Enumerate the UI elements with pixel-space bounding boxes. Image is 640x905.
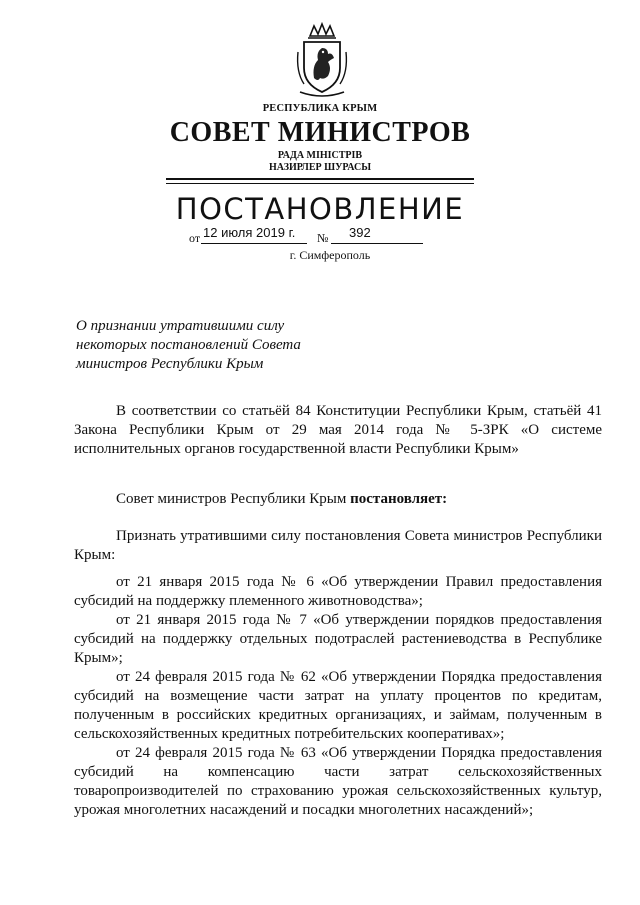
decree-number: 392 [349, 225, 371, 240]
list-item: от 21 января 2015 года № 7 «Об утверждении порядков предоставления субсидий на поддержку отдельных подотраслей растениеводства в Республике Крым»; [74, 612, 602, 666]
council-title: СОВЕТ МИНИСТРОВ [169, 117, 471, 148]
preamble-text: В соответствии со статьёй 84 Конституции Республики Крым, статьёй 41 Закона Республики Крым от 29 мая 2014 года № 5-ЗРК «О системе исполнительных органов государственной власти Республики Крым» [74, 403, 602, 457]
repealed-list [74, 573, 602, 820]
subject-line: министров Республики Крым [76, 356, 264, 372]
list-item: от 24 февраля 2015 года № 62 «Об утверждении Порядка предоставления субсидий на возмещение части затрат на уплату процентов по кредитам, полученным в российских кредитных организациях, и займам, полученным в сельскохозяйственных кредитных потребительских кооперативах»; [74, 669, 602, 742]
date-underline [201, 243, 307, 244]
resolves-paragraph [74, 490, 602, 509]
number-prefix: № [317, 231, 329, 245]
list-item: от 24 февраля 2015 года № 63 «Об утверждении Порядка предоставления субсидий на компенсацию части затрат сельскохозяйственных товаропроизводителей по страхованию урожая сельскохозяйственных культур, урожая многолетних насаждений и посадки многолетних насаждений»; [74, 745, 602, 818]
republic-name: РЕСПУБЛИКА КРЫМ [262, 103, 378, 114]
decree-date: 12 июля 2019 г. [203, 225, 296, 240]
recognize-text: Признать утратившими силу постановления Совета министров Республики Крым: [74, 528, 602, 563]
decree-title: ПОСТАНОВЛЕНИЕ [175, 192, 465, 226]
list-item: от 21 января 2015 года № 6 «Об утверждении Правил предоставления субсидий на поддержку племенного животноводства»; [74, 574, 602, 609]
number-underline [331, 243, 423, 244]
city: г. Симферополь [289, 248, 371, 262]
subject-line: некоторых постановлений Совета [76, 337, 301, 353]
resolves-keyword: постановляет: [350, 491, 448, 507]
crimea-coat-of-arms-icon [292, 22, 352, 100]
recognize-paragraph [74, 527, 602, 565]
resolves-text [74, 490, 602, 509]
date-prefix: от [189, 231, 201, 245]
resolves-prefix: Совет министров Республики Крым [116, 491, 351, 507]
decree-date-number [189, 225, 429, 245]
preamble-paragraph [74, 402, 602, 459]
decree-subject [76, 317, 336, 374]
council-title-ukrainian: РАДА МІНІСТРІВ [277, 150, 363, 161]
council-title-crimean-tatar: НАЗИРЛЕР ШУРАСЫ [268, 162, 372, 173]
header-divider [166, 178, 474, 184]
subject-line: О признании утратившими силу [76, 318, 285, 334]
